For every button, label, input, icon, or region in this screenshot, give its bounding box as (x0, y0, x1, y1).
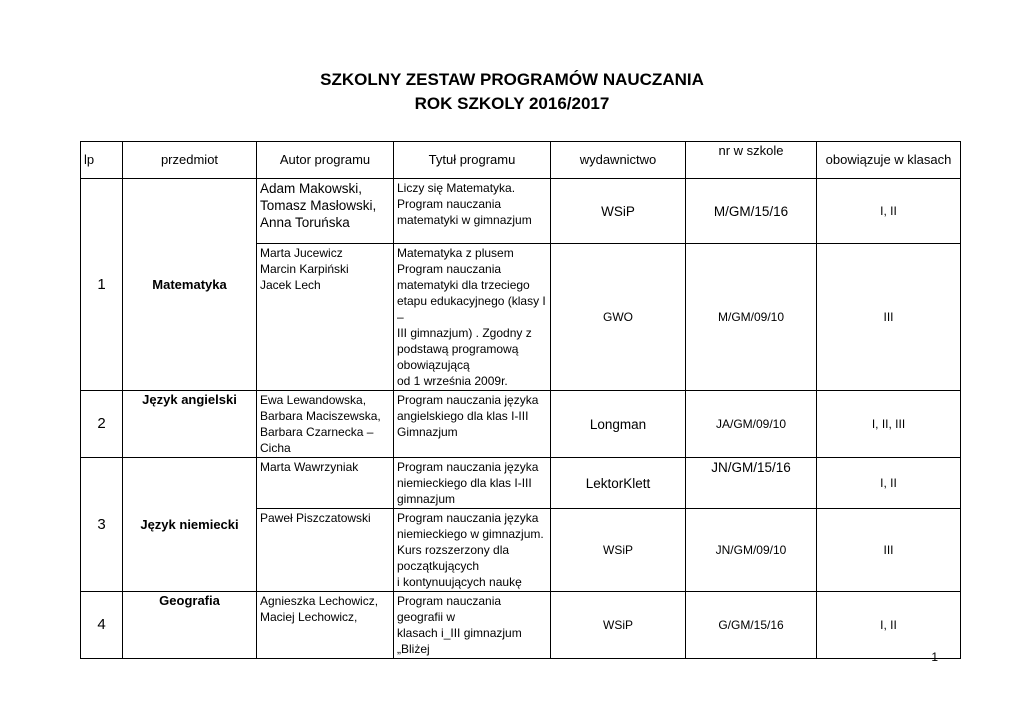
row-classes: I, II, III (817, 391, 961, 458)
table-row (81, 592, 961, 659)
document-subtitle: ROK SZKOLY 2016/2017 (414, 94, 610, 113)
row-school-no: M/GM/15/16 (686, 179, 817, 244)
header-title: Tytuł programu (394, 142, 551, 179)
row-lp: 3 (81, 458, 123, 592)
header-lp: lp (81, 142, 123, 179)
table-header-row (81, 142, 961, 179)
row-classes: I, II (817, 458, 961, 509)
row-title: Program nauczania języka angielskiego dla klas I-III Gimnazjum (394, 391, 551, 458)
row-school-no: JN/GM/09/10 (686, 509, 817, 592)
header-author: Autor programu (257, 142, 394, 179)
page-number: 1 (931, 650, 938, 664)
row-lp: 4 (81, 592, 123, 659)
row-publisher: WSiP (551, 592, 686, 659)
row-classes: I, II (817, 592, 961, 659)
header-subject: przedmiot (123, 142, 257, 179)
row-author: Agnieszka Lechowicz, Maciej Lechowicz, (257, 592, 394, 659)
row-school-no: M/GM/09/10 (686, 244, 817, 391)
header-school-no: nr w szkole (686, 142, 817, 179)
row-publisher: LektorKlett (551, 458, 686, 509)
row-title: Program nauczania geografii w klasach i_III gimnazjum „Bliżej (394, 592, 551, 659)
row-school-no: JA/GM/09/10 (686, 391, 817, 458)
row-author: Marta Wawrzyniak (257, 458, 394, 509)
document-title: SZKOLNY ZESTAW PROGRAMÓW NAUCZANIA (320, 70, 704, 89)
row-school-no: G/GM/15/16 (686, 592, 817, 659)
row-title: Liczy się Matematyka. Program nauczania matematyki w gimnazjum (394, 179, 551, 244)
table-row (81, 458, 961, 509)
row-classes: I, II (817, 179, 961, 244)
row-title: Program nauczania języka niemieckiego w gimnazjum. Kurs rozszerzony dla początkujących i kontynuujących naukę (394, 509, 551, 592)
row-subject: Geografia (123, 592, 257, 659)
table-row (81, 391, 961, 458)
header-publisher: wydawnictwo (551, 142, 686, 179)
row-title: Program nauczania języka niemieckiego dla klas I-III gimnazjum (394, 458, 551, 509)
row-publisher: GWO (551, 244, 686, 391)
row-classes: III (817, 509, 961, 592)
row-subject: Język niemiecki (123, 458, 257, 592)
row-school-no: JN/GM/15/16 (686, 458, 817, 509)
row-publisher: Longman (551, 391, 686, 458)
row-author: Marta Jucewicz Marcin Karpiński Jacek Lech (257, 244, 394, 391)
row-title: Matematyka z plusem Program nauczania matematyki dla trzeciego etapu edukacyjnego (klasy I – III gimnazjum) . Zgodny z podstawą programową obowiązującą od 1 września 2009r. (394, 244, 551, 391)
row-author: Ewa Lewandowska, Barbara Maciszewska, Barbara Czarnecka – Cicha (257, 391, 394, 458)
row-subject: Język angielski (123, 391, 257, 458)
row-lp: 2 (81, 391, 123, 458)
header-classes: obowiązuje w klasach (817, 142, 961, 179)
row-author: Paweł Piszczatowski (257, 509, 394, 592)
row-publisher: WSiP (551, 509, 686, 592)
row-publisher: WSiP (551, 179, 686, 244)
row-classes: III (817, 244, 961, 391)
row-lp: 1 (81, 179, 123, 391)
table-row (81, 179, 961, 244)
programs-table (80, 141, 961, 659)
row-subject: Matematyka (123, 179, 257, 391)
row-author: Adam Makowski, Tomasz Masłowski, Anna Toruńska (257, 179, 394, 244)
